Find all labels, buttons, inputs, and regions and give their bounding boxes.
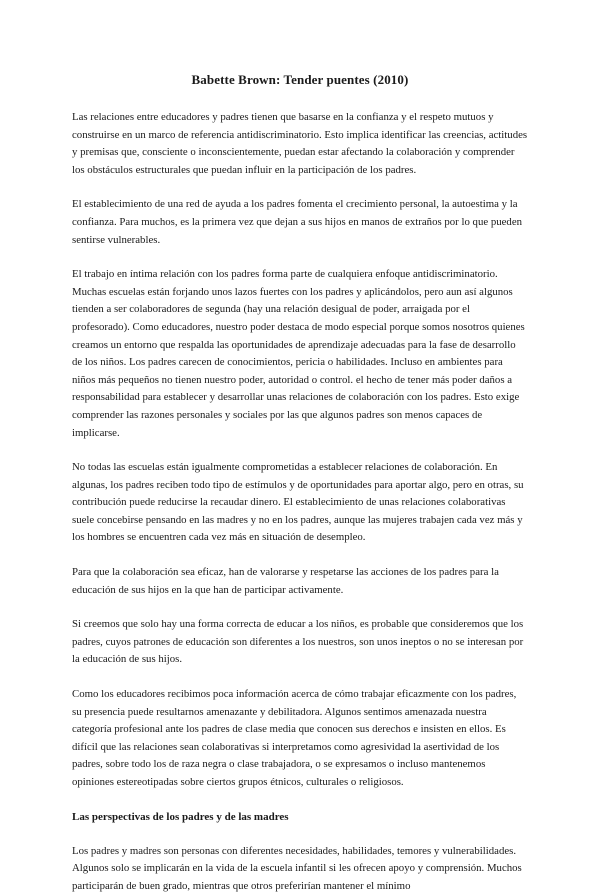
paragraph: Como los educadores recibimos poca información acerca de cómo trabajar eficazmente con los padres, su presencia puede resultarnos amenazante y debilitadora. Algunos sentimos amenazada nuestra categoría profesional ante los padres de clase media que conocen sus derechos e insisten en ellos. Es difícil que las relaciones sean colaborativas si interpretamos como agresividad la asertividad de los padres, sobre todo los de raza negra o clase trabajadora, o se expresamos o incluso mantenemos opiniones estereotipadas sobre ciertos grupos étnicos, culturales o religiosos. (72, 688, 517, 788)
paragraph: Los padres y madres son personas con diferentes necesidades, habilidades, temores y vulnerabilidades. Algunos solo se implicarán en la vida de la escuela infantil si les ofrecen apoyo y comprensión. Muchos participarán de buen grado, mientras que otros preferirían mantener el mínimo (72, 844, 522, 892)
paragraph: Las relaciones entre educadores y padres tienen que basarse en la confianza y el respeto mutuos y construirse en un marco de referencia antidiscriminatorio. Esto implica identificar las creencias, actitudes y premisas que, consciente o inconscientemente, puedan estar afectando la colaboración y comprender los obstáculos estructurales que puedan influir en la participación de los padres. (72, 111, 528, 176)
paragraph: Para que la colaboración sea eficaz, han de valorarse y respetarse las acciones de los padres para la educación de sus hijos en la que han de participar activamente. (72, 566, 499, 596)
paragraph: El trabajo en íntima relación con los padres forma parte de cualquiera enfoque antidiscriminatorio. Muchas escuelas están forjando unos lazos fuertes con los padres y aplicándolos, pero aun así algunos tienden a ser colaboradores de segunda (hay una relación desigual de poder, arraigada por el profesorado). Como educadores, nuestro poder destaca de modo especial porque somos nosotros quienes creamos un entorno que respalda las oportunidades de aprendizaje adecuadas para la fase de desarrollo de los niños. Los padres carecen de conocimientos, pericia o habilidades. Incluso en ambientes para niños más pequeños no tienen nuestro poder, autoridad o control. el hecho de tener más poder daños a responsabilidad para establecer y desarrollar unas relaciones de colaboración con los padres. Esto exige comprender las razones personales y sociales por las que algunos padres son menos capaces de implicarse. (72, 268, 525, 439)
document-title: Babette Brown: Tender puentes (2010) (191, 72, 409, 87)
section-heading: Las perspectivas de los padres y de las madres (72, 810, 289, 823)
paragraph: No todas las escuelas están igualmente comprometidas a establecer relaciones de colaboración. En algunas, los padres reciben todo tipo de estímulos y de oportunidades para aportar algo, pero en otras, su contribución puede reducirse la recaudar dinero. El establecimiento de unas relaciones colaborativas suele concebirse pensando en las madres y no en los padres, aunque las mujeres trabajen cada vez más y los hombres se encuentren cada vez más en situación de desempleo. (72, 461, 524, 544)
paragraph: Si creemos que solo hay una forma correcta de educar a los niños, es probable que consideremos que los padres, cuyos patrones de educación son diferentes a los nuestros, son unos ineptos o no se interesan por la educación de sus hijos. (72, 618, 524, 666)
paragraph: El establecimiento de una red de ayuda a los padres fomenta el crecimiento personal, la autoestima y la confianza. Para muchos, es la primera vez que dejan a sus hijos en manos de extraños por lo que pueden sentirse vulnerables. (72, 198, 523, 246)
